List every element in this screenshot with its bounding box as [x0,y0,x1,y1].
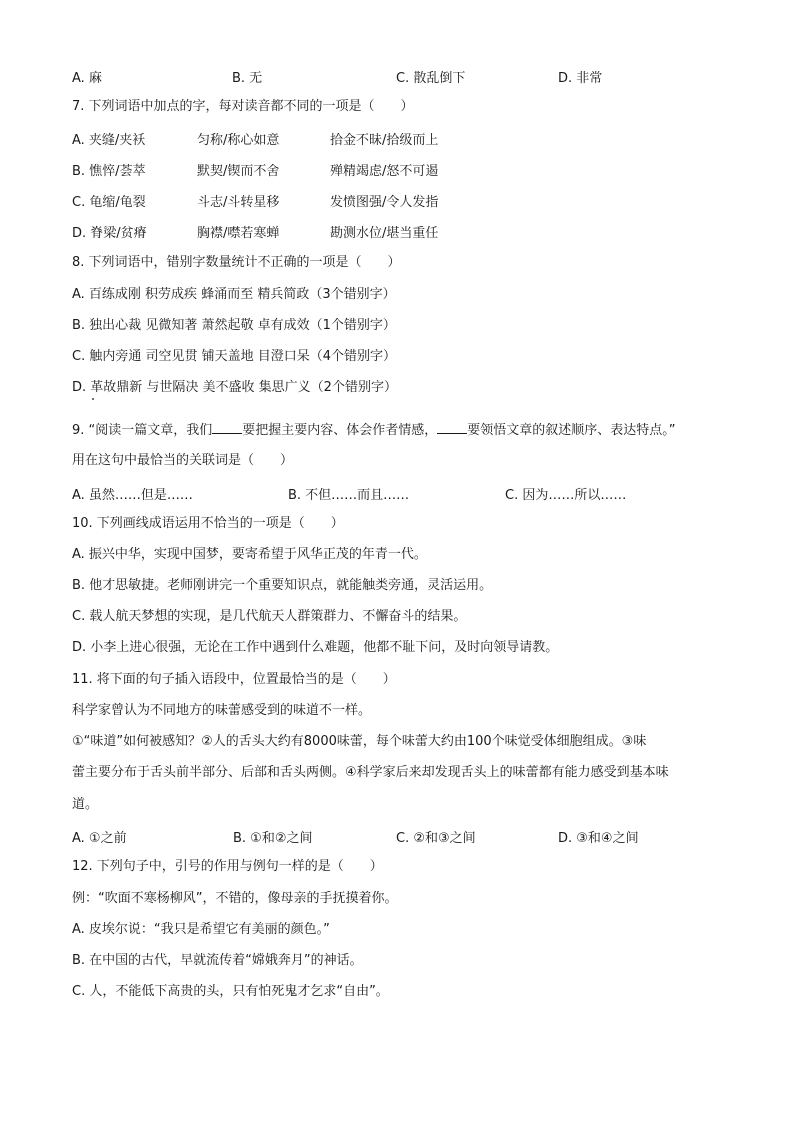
q11-passage-line2: 蕾主要分布于舌头前半部分、后部和舌头两侧。④科学家后来却发现舌头上的味蕾都有能力感受到基本味 [72,765,669,780]
q7-option-a-col1: A. 夹缝/夹袄 [72,133,146,148]
q9-stem-line2: 用在这句中最恰当的关联词是（ ） [72,453,294,468]
q6-option-a: A. 麻 [72,71,102,86]
q7-option-b-col3: 殚精竭虑/怒不可遏 [330,164,439,179]
q6-option-c: C. 散乱倒下 [396,71,466,86]
q9-blank-1 [212,421,242,434]
q7-stem: 7. 下列词语中加点的字，每对读音都不同的一项是（ ） [72,99,414,114]
q10-option-a: A. 振兴中华，实现中国梦，要寄希望于风华正茂的年青一代。 [72,547,427,562]
q9-option-a: A. 虽然……但是…… [72,488,193,503]
q10-option-b: B. 他才思敏捷。老师刚讲完一个重要知识点，就能触类旁通，灵活运用。 [72,578,493,593]
q8-stem: 8. 下列词语中，错别字数量统计不正确的一项是（ ） [72,255,401,270]
q6-option-d: D. 非常 [558,71,603,86]
q12-option-b: B. 在中国的古代，早就流传着“嫦娥奔月”的神话。 [72,953,363,968]
q12-option-a: A. 皮埃尔说：“我只是希望它有美丽的颜色。” [72,922,330,937]
q10-option-c: C. 载人航天梦想的实现，是几代航天人群策群力、不懈奋斗的结果。 [72,609,467,624]
q8-option-b: B. 独出心裁 见微知著 萧然起敬 卓有成效（1个错别字） [72,318,396,333]
q10-stem: 10. 下列画线成语运用不恰当的一项是（ ） [72,516,344,531]
q12-example: 例：“吹面不寒杨柳风”，不错的，像母亲的手抚摸着你。 [72,891,398,906]
q7-option-a-col3: 拾金不昧/拾级而上 [330,133,439,148]
q9-stem-part2: 要把握主要内容、体会作者情感， [242,423,438,438]
stray-dot-mark [92,398,94,400]
q11-option-b: B. ①和②之间 [233,831,313,846]
q6-option-b: B. 无 [232,71,263,86]
q9-stem-line1 [72,421,676,439]
q8-option-d: D. 革故鼎新 与世隔决 美不盛收 集思广义（2个错别字） [72,380,397,395]
q11-passage-line1: ①“味道”如何被感知？②人的舌头大约有8000味蕾，每个味蕾大约由100个味觉受体细胞组成。③味 [72,734,647,749]
q7-option-d-col1: D. 脊梁/贫瘠 [72,226,147,241]
q9-blank-2 [437,421,467,434]
q7-option-a-col2: 匀称/称心如意 [197,133,280,148]
q7-option-c-col2: 斗志/斗转星移 [197,195,280,210]
q9-option-b: B. 不但……而且…… [288,488,410,503]
q7-option-c-col3: 发愤图强/令人发指 [330,195,439,210]
q7-option-b-col2: 默契/锲而不舍 [197,164,280,179]
q9-stem-part1: 9. “阅读一篇文章，我们 [72,423,213,438]
q10-option-d: D. 小李上进心很强，无论在工作中遇到什么难题，他都不耻下问，及时向领导请教。 [72,640,559,655]
q11-option-a: A. ①之前 [72,831,127,846]
q9-option-c: C. 因为……所以…… [505,488,627,503]
q11-option-d: D. ③和④之间 [558,831,639,846]
q11-sentence: 科学家曾认为不同地方的味蕾感受到的味道不一样。 [72,703,372,718]
q11-stem: 11. 将下面的句子插入语段中，位置最恰当的是（ ） [72,672,396,687]
q8-option-a: A. 百练成刚 积劳成疾 蜂涌而至 精兵简政（3个错别字） [72,287,396,302]
q12-option-c: C. 人，不能低下高贵的头，只有怕死鬼才乞求“自由”。 [72,984,389,999]
q11-passage-line3: 道。 [72,797,99,812]
q7-option-c-col1: C. 龟缩/龟裂 [72,195,146,210]
q7-option-d-col3: 勘测水位/堪当重任 [330,226,439,241]
q11-option-c: C. ②和③之间 [396,831,476,846]
q7-option-d-col2: 胸襟/噤若寒蝉 [197,226,280,241]
q12-stem: 12. 下列句子中，引号的作用与例句一样的是（ ） [72,859,383,874]
q9-stem-part3: 要领悟文章的叙述顺序、表达特点。” [467,423,676,438]
q7-option-b-col1: B. 憔悴/荟萃 [72,164,146,179]
q8-option-c: C. 触内旁通 司空见贯 铺天盖地 目澄口呆（4个错别字） [72,349,397,364]
